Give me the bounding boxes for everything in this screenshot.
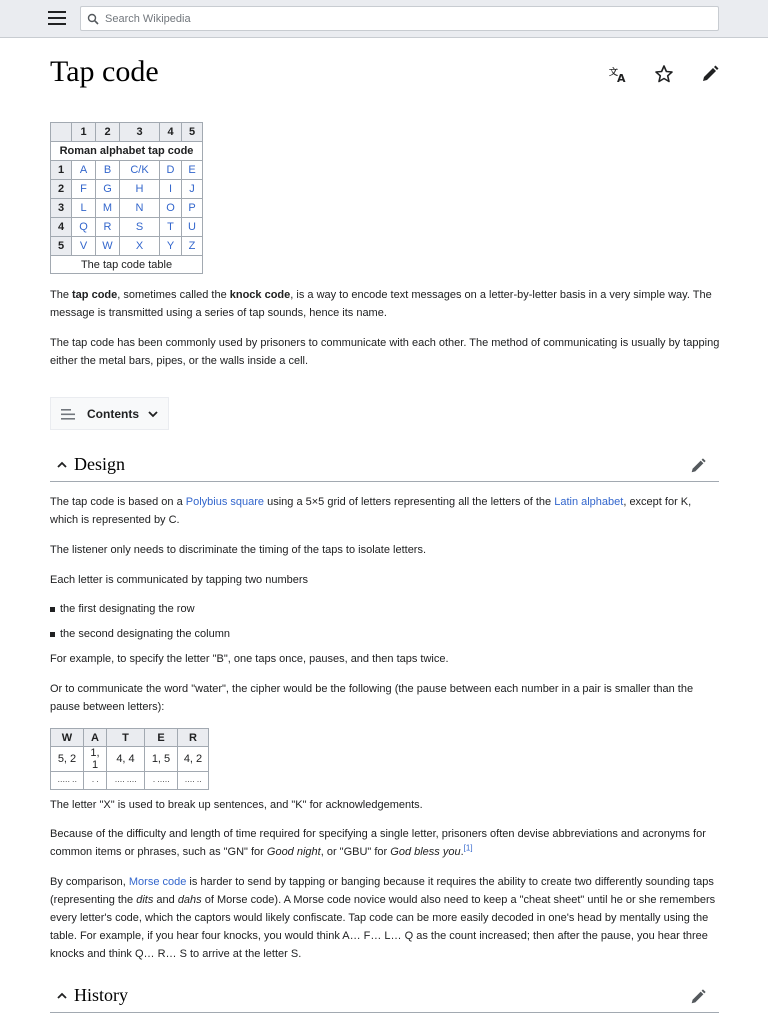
water-letter-header: E [145, 729, 178, 747]
design-paragraph-7 [50, 825, 720, 861]
tap-table-row-header: 4 [51, 218, 72, 237]
tap-letter-link[interactable]: H [120, 180, 160, 199]
polybius-square-link[interactable]: Polybius square [185, 496, 265, 508]
tap-letter-link[interactable]: G [96, 180, 120, 199]
tap-letter-link[interactable]: W [96, 237, 120, 256]
section-title: History [74, 985, 128, 1005]
page-title: Tap code [50, 55, 159, 88]
tap-code-table [50, 122, 203, 274]
water-dots-cell: · ····· [145, 772, 178, 790]
intro-paragraph-1 [50, 286, 720, 322]
tap-table-row-header: 5 [51, 237, 72, 256]
tap-table-col-header: 2 [96, 123, 120, 142]
table-row [51, 237, 203, 256]
tap-letter-link[interactable]: E [182, 161, 203, 180]
italic-term: Good night [266, 846, 321, 858]
design-paragraph-2: The listener only needs to discriminate the timing of the taps to isolate letters. [50, 544, 427, 556]
tap-table-row-header: 2 [51, 180, 72, 199]
tap-letter-link[interactable]: U [182, 218, 203, 237]
tap-letter-link[interactable]: M [96, 199, 120, 218]
water-dots-cell: · · [84, 772, 107, 790]
svg-text:A: A [617, 72, 626, 84]
text-run: The tap code is based on a [50, 496, 186, 508]
search-input[interactable] [105, 10, 705, 28]
water-letter-header: A [84, 729, 107, 747]
tap-table-header-row [51, 123, 203, 142]
contents-label: Contents [87, 407, 139, 421]
water-letter-header: R [178, 729, 209, 747]
bullet-list [50, 600, 720, 650]
language-icon[interactable] [608, 64, 628, 84]
text-run: Because of the difficulty and length of time required for specifying a single letter, prisoners often devise abbreviations and acronyms for common items or phrases, such as "GN" for [50, 828, 706, 858]
table-row [51, 199, 203, 218]
tap-letter-link[interactable]: L [72, 199, 96, 218]
text-run: is harder to send by tapping or banging because it requires the ability to create two differently sounding taps (representing the [50, 876, 714, 906]
water-dots-cell: ···· ···· [107, 772, 145, 790]
tap-letter-link[interactable]: C/K [120, 161, 160, 180]
tap-letter-link[interactable]: Z [182, 237, 203, 256]
design-paragraph-1 [50, 493, 720, 529]
chevron-down-icon [147, 408, 159, 420]
tap-letter-link[interactable]: J [182, 180, 203, 199]
tap-table-footer-row [51, 256, 203, 274]
italic-term: dahs [177, 894, 202, 906]
design-paragraph-3: Each letter is communicated by tapping two numbers [50, 574, 309, 586]
text-run: . [460, 846, 464, 858]
tap-table-row-header: 1 [51, 161, 72, 180]
tap-letter-link[interactable]: B [96, 161, 120, 180]
water-dots-cell: ···· ·· [178, 772, 209, 790]
water-code-cell: 1, 5 [145, 747, 178, 772]
text-run: , except for K, which is represented by C. [50, 496, 692, 526]
water-letter-header: T [107, 729, 145, 747]
search-icon [87, 13, 99, 25]
water-cipher-table [50, 728, 209, 790]
tap-letter-link[interactable]: A [72, 161, 96, 180]
text-run: The [50, 289, 73, 301]
table-row [51, 772, 209, 790]
tap-table-footer: The tap code table [51, 256, 203, 274]
text-run: , or "GBU" for [320, 846, 391, 858]
hamburger-menu-icon[interactable] [48, 11, 68, 27]
table-row [51, 161, 203, 180]
list-icon [61, 409, 75, 420]
text-run: of Morse code). A Morse code novice would also need to keep a "cheat sheet" until he or she remembers every letter's code, which the captors would likely confiscate. Tap code can be more easily decoded in one's head by mentally using the table. For example, if you hear four knocks, you would think A… F… L… Q as the count increased; then after the pause, you hear three knocks and think Q… R… S to arrive at the letter S. [50, 894, 716, 960]
title-actions [608, 64, 720, 84]
edit-section-icon[interactable] [689, 988, 707, 1006]
tap-table-caption: Roman alphabet tap code [51, 142, 203, 161]
italic-term: dits [136, 894, 154, 906]
water-code-cell: 4, 2 [178, 747, 209, 772]
tap-letter-link[interactable]: P [182, 199, 203, 218]
tap-table-col-header: 1 [72, 123, 96, 142]
edit-section-icon[interactable] [689, 457, 707, 475]
design-paragraph-4: For example, to specify the letter "B", one taps once, pauses, and then taps twice. [50, 653, 449, 665]
tap-table-row-header: 3 [51, 199, 72, 218]
text-run: , is a way to encode text messages on a letter-by-letter basis in a very simple way. The message is transmitted using a series of tap sounds, hence its name. [50, 289, 712, 319]
design-paragraph-8 [50, 873, 720, 963]
list-item: the first designating the row [50, 600, 720, 625]
tap-table-col-header: 3 [120, 123, 160, 142]
reference-link[interactable]: [1] [463, 843, 473, 853]
text-run: , sometimes called the [117, 289, 230, 301]
water-code-cell: 5, 2 [51, 747, 84, 772]
tap-table-col-header: 5 [182, 123, 203, 142]
table-row [51, 180, 203, 199]
water-letter-header: W [51, 729, 84, 747]
tap-letter-link[interactable]: N [120, 199, 160, 218]
tap-letter-link[interactable]: X [120, 237, 160, 256]
water-code-cell: 1, 1 [84, 747, 107, 772]
tap-table-col-header: 4 [160, 123, 182, 142]
edit-pencil-icon[interactable] [700, 64, 720, 84]
text-run: using a 5×5 grid of letters representing all the letters of the [264, 496, 555, 508]
design-paragraph-5: Or to communicate the word "water", the cipher would be the following (the pause between each number in a pair is smaller than the pause between letters): [50, 683, 694, 713]
tap-letter-link[interactable]: R [96, 218, 120, 237]
chevron-up-icon [56, 459, 68, 471]
tap-letter-link[interactable]: Y [160, 237, 182, 256]
design-paragraph-6: The letter "X" is used to break up sentences, and "K" for acknowledgements. [50, 799, 423, 811]
latin-alphabet-link[interactable]: Latin alphabet [554, 496, 624, 508]
list-item: the second designating the column [50, 625, 720, 650]
tap-letter-link[interactable]: T [160, 218, 182, 237]
text-run: By comparison, [50, 876, 129, 888]
tap-letter-link[interactable]: D [160, 161, 182, 180]
tap-letter-link[interactable]: O [160, 199, 182, 218]
search-box[interactable] [80, 6, 719, 31]
tap-letter-link[interactable]: I [160, 180, 182, 199]
intro-paragraph-2: The tap code has been commonly used by prisoners to communicate with each other. The method of communicating is usually by tapping either the metal bars, pipes, or the walls inside a cell. [50, 337, 720, 367]
bold-term: knock code [229, 289, 291, 301]
tap-letter-link[interactable]: F [72, 180, 96, 199]
section-title: Design [74, 454, 125, 474]
tap-table-corner [51, 123, 72, 142]
watch-star-icon[interactable] [654, 64, 674, 84]
section-header-design[interactable] [50, 448, 719, 482]
table-row [51, 747, 209, 772]
tap-letter-link[interactable]: S [120, 218, 160, 237]
svg-text:文: 文 [609, 68, 619, 78]
contents-button[interactable] [50, 397, 169, 430]
bold-term: tap code [72, 289, 118, 301]
chevron-up-icon [56, 990, 68, 1002]
text-run: and [153, 894, 178, 906]
table-row [51, 729, 209, 747]
table-row [51, 218, 203, 237]
water-code-cell: 4, 4 [107, 747, 145, 772]
water-dots-cell: ····· ·· [51, 772, 84, 790]
top-bar [0, 0, 768, 38]
section-header-history[interactable] [50, 979, 719, 1013]
italic-term: God bless you [390, 846, 461, 858]
tap-letter-link[interactable]: Q [72, 218, 96, 237]
morse-code-link[interactable]: Morse code [128, 876, 187, 888]
tap-letter-link[interactable]: V [72, 237, 96, 256]
